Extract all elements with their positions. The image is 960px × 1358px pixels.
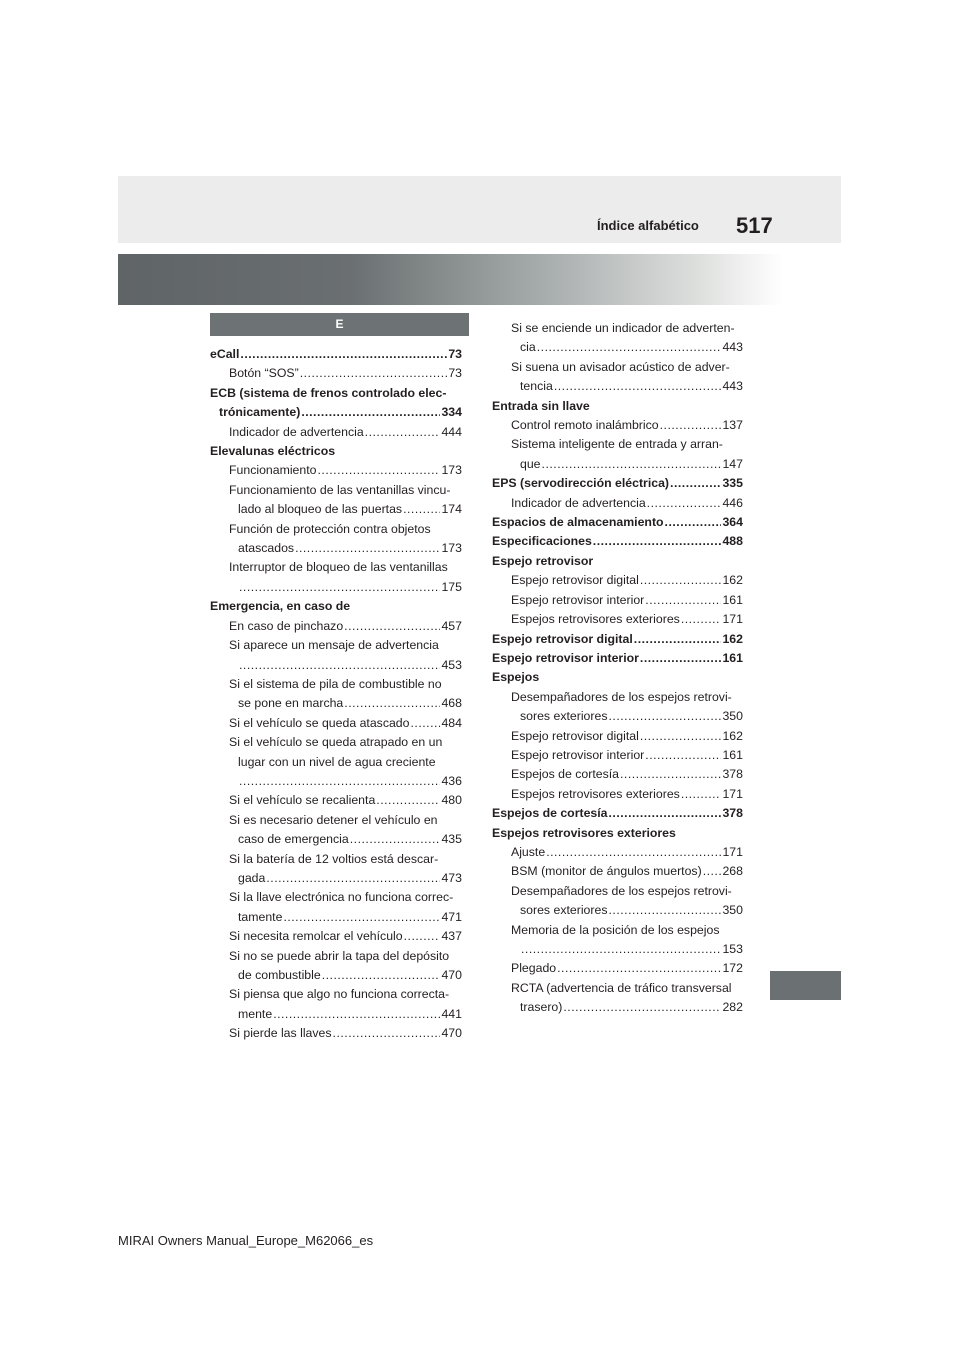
index-entry-page[interactable]: 364 bbox=[722, 515, 743, 530]
index-entry bbox=[210, 753, 462, 772]
index-entry-label: Espejos retrovisores exteriores bbox=[511, 612, 680, 627]
dot-leader bbox=[681, 785, 722, 804]
index-entry-page[interactable]: 137 bbox=[722, 418, 743, 433]
index-entry-page[interactable]: 171 bbox=[722, 844, 743, 859]
index-entry bbox=[210, 384, 462, 403]
index-entry bbox=[492, 785, 743, 804]
index-entry-label: Si suena un avisador acústico de adver- bbox=[511, 359, 730, 374]
index-entry-page[interactable]: 441 bbox=[441, 1006, 462, 1021]
index-entry-page[interactable]: 444 bbox=[441, 424, 462, 439]
index-entry-page[interactable]: 484 bbox=[441, 715, 462, 730]
index-entry-page[interactable]: 470 bbox=[441, 1026, 462, 1041]
dot-leader bbox=[322, 966, 441, 985]
dot-leader bbox=[640, 727, 722, 746]
index-entry-label: Desempañadores de los espejos retrovi- bbox=[511, 689, 732, 704]
index-entry-label: eCall bbox=[210, 347, 240, 361]
index-entry-label: Espejo retrovisor digital bbox=[511, 573, 639, 588]
index-entry-label: Desempañadores de los espejos retrovi- bbox=[511, 883, 732, 898]
index-entry bbox=[210, 558, 462, 577]
index-entry-label: Memoria de la posición de los espejos bbox=[511, 922, 720, 937]
index-entry-label: Espejos retrovisores exteriores bbox=[511, 786, 680, 801]
dot-leader bbox=[542, 455, 722, 474]
index-entry bbox=[210, 927, 462, 946]
header-band bbox=[118, 176, 841, 243]
index-entry bbox=[492, 843, 743, 862]
index-entry bbox=[210, 636, 462, 655]
dot-leader bbox=[344, 617, 440, 636]
dot-leader bbox=[640, 571, 722, 590]
index-entry bbox=[492, 630, 743, 649]
index-entry-page[interactable]: 435 bbox=[441, 832, 462, 847]
index-entry-page[interactable]: 174 bbox=[441, 502, 462, 517]
index-entry-label: caso de emergencia bbox=[238, 832, 349, 847]
page-title: Índice alfabético bbox=[597, 218, 699, 233]
dot-leader bbox=[563, 998, 721, 1017]
index-entry bbox=[492, 668, 743, 687]
index-entry-label: Espejos de cortesía bbox=[492, 806, 608, 821]
index-entry bbox=[492, 921, 743, 940]
index-entry bbox=[210, 985, 462, 1004]
index-entry-label: Funcionamiento de las ventanillas vincu- bbox=[229, 482, 451, 497]
index-tab bbox=[770, 971, 841, 1000]
index-entry-label: sores exteriores bbox=[520, 709, 608, 724]
index-entry bbox=[210, 597, 462, 616]
index-entry bbox=[492, 979, 743, 998]
dot-leader bbox=[647, 494, 722, 513]
index-entry-label: Si pierde las llaves bbox=[229, 1026, 332, 1041]
index-entry bbox=[210, 869, 462, 888]
index-entry-page[interactable]: 171 bbox=[722, 612, 743, 627]
index-entry-label: Si no se puede abrir la tapa del depósito bbox=[229, 948, 450, 963]
index-entry bbox=[210, 617, 462, 636]
index-entry bbox=[492, 765, 743, 784]
index-entry-label: BSM (monitor de ángulos muertos) bbox=[511, 864, 702, 879]
dot-leader bbox=[240, 345, 447, 364]
index-entry bbox=[210, 733, 462, 752]
index-entry-label: mente bbox=[238, 1006, 273, 1021]
index-entry bbox=[210, 1024, 462, 1043]
index-entry-page[interactable]: 175 bbox=[441, 579, 462, 594]
index-entry-page[interactable]: 470 bbox=[441, 968, 462, 982]
dot-leader bbox=[681, 610, 722, 629]
index-entry-label: Indicador de advertencia bbox=[229, 424, 364, 439]
index-entry-label: Interruptor de bloqueo de las ventanillas bbox=[229, 560, 448, 575]
index-entry bbox=[210, 694, 462, 713]
index-entry-page[interactable]: 73 bbox=[448, 347, 462, 361]
index-entry-page[interactable]: 468 bbox=[441, 696, 462, 711]
index-entry bbox=[210, 539, 462, 558]
index-entry-page[interactable]: 162 bbox=[722, 631, 743, 646]
index-entry-page[interactable]: 268 bbox=[722, 864, 743, 879]
index-entry-page[interactable]: 350 bbox=[722, 903, 743, 918]
index-entry-page[interactable]: 334 bbox=[441, 405, 462, 420]
index-entry bbox=[492, 649, 743, 668]
index-entry bbox=[210, 908, 462, 927]
index-entry-label: se pone en marcha bbox=[238, 696, 344, 711]
dot-leader bbox=[645, 746, 721, 765]
dot-leader bbox=[660, 416, 722, 435]
index-entry bbox=[210, 345, 462, 364]
index-entry bbox=[210, 966, 462, 985]
dot-leader bbox=[239, 772, 440, 791]
index-entry-label: Espejo retrovisor interior bbox=[492, 650, 639, 665]
index-entry-label: tencia bbox=[520, 379, 553, 394]
index-entry-label: Si la batería de 12 voltios está descar- bbox=[229, 851, 439, 866]
index-entry bbox=[492, 358, 743, 377]
index-entry-label: Botón “SOS” bbox=[229, 366, 299, 381]
index-entry-page[interactable]: 161 bbox=[722, 747, 743, 762]
index-entry-page[interactable]: 378 bbox=[722, 767, 743, 782]
index-entry-page[interactable]: 147 bbox=[722, 456, 743, 471]
index-entry bbox=[210, 1005, 462, 1024]
index-entry-label: Funcionamiento bbox=[229, 463, 317, 478]
dot-leader bbox=[283, 908, 440, 927]
index-entry-label: Espacios de almacenamiento bbox=[492, 515, 664, 530]
index-entry-label: ECB (sistema de frenos controlado elec- bbox=[210, 385, 447, 400]
index-entry bbox=[492, 513, 743, 532]
index-entry bbox=[492, 455, 743, 474]
index-column-right bbox=[492, 319, 743, 1018]
dot-leader bbox=[376, 791, 440, 810]
index-entry-page[interactable]: 471 bbox=[441, 909, 462, 924]
index-entry bbox=[492, 862, 743, 881]
index-entry bbox=[492, 494, 743, 513]
index-entry bbox=[492, 688, 743, 707]
index-entry-page[interactable]: 161 bbox=[722, 650, 743, 665]
index-entry bbox=[492, 610, 743, 629]
index-entry-label: Si el vehículo se queda atascado bbox=[229, 715, 410, 730]
index-entry-label: Espejos de cortesía bbox=[511, 767, 620, 782]
index-entry-page[interactable]: 282 bbox=[722, 1000, 743, 1015]
dot-leader bbox=[301, 403, 440, 422]
index-entry-label: de combustible bbox=[238, 968, 321, 982]
index-entry-label: Plegado bbox=[511, 961, 557, 976]
index-entry-label: Si el vehículo se recalienta bbox=[229, 793, 376, 808]
index-entry-page[interactable]: 443 bbox=[722, 340, 743, 355]
index-entry-label: gada bbox=[238, 870, 266, 885]
index-entry-label: Espejo retrovisor digital bbox=[492, 631, 633, 646]
index-entry-label: que bbox=[520, 456, 541, 471]
index-entry bbox=[492, 532, 743, 551]
dot-leader bbox=[634, 630, 722, 649]
index-entry-label: Espejos bbox=[492, 670, 540, 685]
index-entry-label: sores exteriores bbox=[520, 903, 608, 918]
index-entry-label: Si el sistema de pila de combustible no bbox=[229, 676, 442, 691]
index-entry-label: Espejo retrovisor interior bbox=[511, 747, 645, 762]
index-entry-page[interactable]: 173 bbox=[441, 463, 462, 478]
index-entry-label: Si la llave electrónica no funciona correc- bbox=[229, 890, 454, 905]
dot-leader bbox=[593, 532, 722, 551]
dot-leader bbox=[554, 377, 722, 396]
index-entry-label: Entrada sin llave bbox=[492, 398, 590, 413]
index-entry-label: Sistema inteligente de entrada y arran- bbox=[511, 437, 723, 452]
dot-leader bbox=[350, 830, 441, 849]
index-entry-page[interactable]: 162 bbox=[722, 728, 743, 743]
index-entry-page[interactable]: 488 bbox=[722, 534, 743, 549]
index-entry-page[interactable]: 457 bbox=[441, 618, 462, 633]
index-entry-page[interactable]: 171 bbox=[722, 786, 743, 801]
index-entry-label: Espejo retrovisor interior bbox=[511, 592, 645, 607]
index-entry-page[interactable]: 350 bbox=[722, 709, 743, 724]
dot-leader bbox=[557, 959, 721, 978]
index-entry bbox=[492, 552, 743, 571]
dot-leader bbox=[295, 539, 440, 558]
index-entry-label: tamente bbox=[238, 909, 283, 924]
index-entry-label: trasero) bbox=[520, 1000, 563, 1015]
dot-leader bbox=[344, 694, 440, 713]
index-entry bbox=[210, 772, 462, 791]
dot-leader bbox=[403, 500, 440, 519]
index-entry-label: Función de protección contra objetos bbox=[229, 521, 431, 536]
index-entry bbox=[210, 811, 462, 830]
index-entry-label: Ajuste bbox=[511, 844, 546, 859]
index-entry-page[interactable]: 480 bbox=[441, 793, 462, 808]
index-entry bbox=[210, 500, 462, 519]
dot-leader bbox=[608, 901, 721, 920]
index-entry-page[interactable]: 73 bbox=[448, 366, 462, 381]
index-entry bbox=[210, 830, 462, 849]
index-entry-label: Control remoto inalámbrico bbox=[511, 418, 659, 433]
index-entry bbox=[492, 338, 743, 357]
index-entry bbox=[492, 474, 743, 493]
index-entry-label: RCTA (advertencia de tráfico transversal bbox=[511, 980, 732, 995]
index-entry bbox=[210, 403, 462, 422]
section-letter: E bbox=[210, 313, 469, 336]
index-entry-label: lado al bloqueo de las puertas bbox=[238, 502, 403, 517]
index-entry bbox=[492, 727, 743, 746]
index-entry-label: Si el vehículo se queda atrapado en un bbox=[229, 735, 443, 750]
footer-text: MIRAI Owners Manual_Europe_M62066_es bbox=[118, 1233, 374, 1248]
dot-leader bbox=[404, 927, 441, 946]
index-entry bbox=[210, 520, 462, 539]
index-entry-label: Indicador de advertencia bbox=[511, 495, 646, 510]
index-entry-label: lugar con un nivel de agua creciente bbox=[238, 754, 436, 769]
index-entry-label: Elevalunas eléctricos bbox=[210, 444, 336, 459]
index-entry-page[interactable]: 161 bbox=[722, 592, 743, 607]
index-entry bbox=[492, 882, 743, 901]
index-entry-label: Especificaciones bbox=[492, 534, 592, 549]
index-entry bbox=[210, 714, 462, 733]
index-entry-label: Espejos retrovisores exteriores bbox=[492, 825, 676, 840]
index-entry-page[interactable]: 446 bbox=[722, 495, 743, 510]
index-entry bbox=[492, 746, 743, 765]
index-entry-label: Si piensa que algo no funciona correcta- bbox=[229, 987, 450, 1002]
index-entry bbox=[492, 824, 743, 843]
index-entry-label: Espejo retrovisor bbox=[492, 553, 594, 568]
index-entry bbox=[210, 791, 462, 810]
dot-leader bbox=[546, 843, 721, 862]
index-entry-page[interactable]: 335 bbox=[722, 476, 743, 491]
dot-leader bbox=[239, 656, 440, 675]
index-entry-label: En caso de pinchazo bbox=[229, 618, 344, 633]
dot-leader bbox=[333, 1024, 441, 1043]
index-entry-label: trónicamente) bbox=[219, 405, 301, 420]
index-entry-page[interactable]: 437 bbox=[441, 929, 462, 944]
index-entry bbox=[210, 675, 462, 694]
index-entry-page[interactable]: 172 bbox=[722, 961, 743, 976]
dot-leader bbox=[665, 513, 722, 532]
index-entry bbox=[210, 423, 462, 442]
dot-leader bbox=[266, 869, 440, 888]
dot-leader bbox=[703, 862, 722, 881]
index-entry bbox=[492, 416, 743, 435]
index-entry bbox=[492, 377, 743, 396]
index-entry-page[interactable]: 378 bbox=[722, 806, 743, 821]
index-entry-page[interactable]: 162 bbox=[722, 573, 743, 588]
index-entry-label: EPS (servodirección eléctrica) bbox=[492, 476, 670, 491]
index-entry-page[interactable]: 153 bbox=[722, 942, 743, 956]
index-entry-label: cia bbox=[520, 340, 536, 355]
dot-leader bbox=[645, 591, 721, 610]
index-entry-label: Si aparece un mensaje de advertencia bbox=[229, 638, 439, 653]
index-entry bbox=[210, 364, 462, 383]
index-entry bbox=[492, 435, 743, 454]
index-entry-page[interactable]: 443 bbox=[722, 379, 743, 394]
dot-leader bbox=[537, 338, 722, 357]
index-entry bbox=[210, 888, 462, 907]
index-entry-page[interactable]: 173 bbox=[441, 541, 462, 556]
index-entry-page[interactable]: 453 bbox=[441, 657, 462, 672]
index-entry bbox=[210, 481, 462, 500]
dot-leader bbox=[239, 578, 440, 597]
index-column-left bbox=[210, 345, 462, 1044]
dot-leader bbox=[640, 649, 722, 668]
index-entry bbox=[210, 461, 462, 480]
index-entry bbox=[492, 319, 743, 338]
dot-leader bbox=[670, 474, 721, 493]
index-entry-page[interactable]: 473 bbox=[441, 870, 462, 885]
index-entry bbox=[492, 591, 743, 610]
dot-leader bbox=[521, 940, 721, 959]
dot-leader bbox=[410, 714, 440, 733]
index-entry-page[interactable]: 436 bbox=[441, 773, 462, 788]
dot-leader bbox=[609, 804, 722, 823]
index-entry-label: Espejo retrovisor digital bbox=[511, 728, 639, 743]
index-entry-label: Si necesita remolcar el vehículo bbox=[229, 929, 403, 944]
index-entry bbox=[210, 656, 462, 675]
index-entry bbox=[492, 901, 743, 920]
index-entry bbox=[492, 397, 743, 416]
dot-leader bbox=[620, 765, 721, 784]
index-entry-label: Emergencia, en caso de bbox=[210, 599, 351, 614]
index-entry-label: atascados bbox=[238, 541, 295, 556]
index-entry-label: Si es necesario detener el vehículo en bbox=[229, 812, 438, 827]
index-entry bbox=[210, 578, 462, 597]
dot-leader bbox=[273, 1005, 440, 1024]
index-entry bbox=[492, 804, 743, 823]
index-entry bbox=[492, 707, 743, 726]
index-entry bbox=[492, 571, 743, 590]
index-entry bbox=[492, 940, 743, 959]
index-entry bbox=[210, 850, 462, 869]
index-entry bbox=[210, 442, 462, 461]
dot-leader bbox=[300, 364, 448, 383]
index-entry bbox=[492, 998, 743, 1017]
index-entry bbox=[492, 959, 743, 978]
dot-leader bbox=[608, 707, 721, 726]
gradient-bar bbox=[118, 254, 783, 305]
dot-leader bbox=[365, 423, 441, 442]
index-entry-label: Si se enciende un indicador de adverten- bbox=[511, 321, 735, 335]
page-number: 517 bbox=[736, 213, 773, 238]
dot-leader bbox=[318, 461, 441, 480]
index-entry bbox=[210, 947, 462, 966]
